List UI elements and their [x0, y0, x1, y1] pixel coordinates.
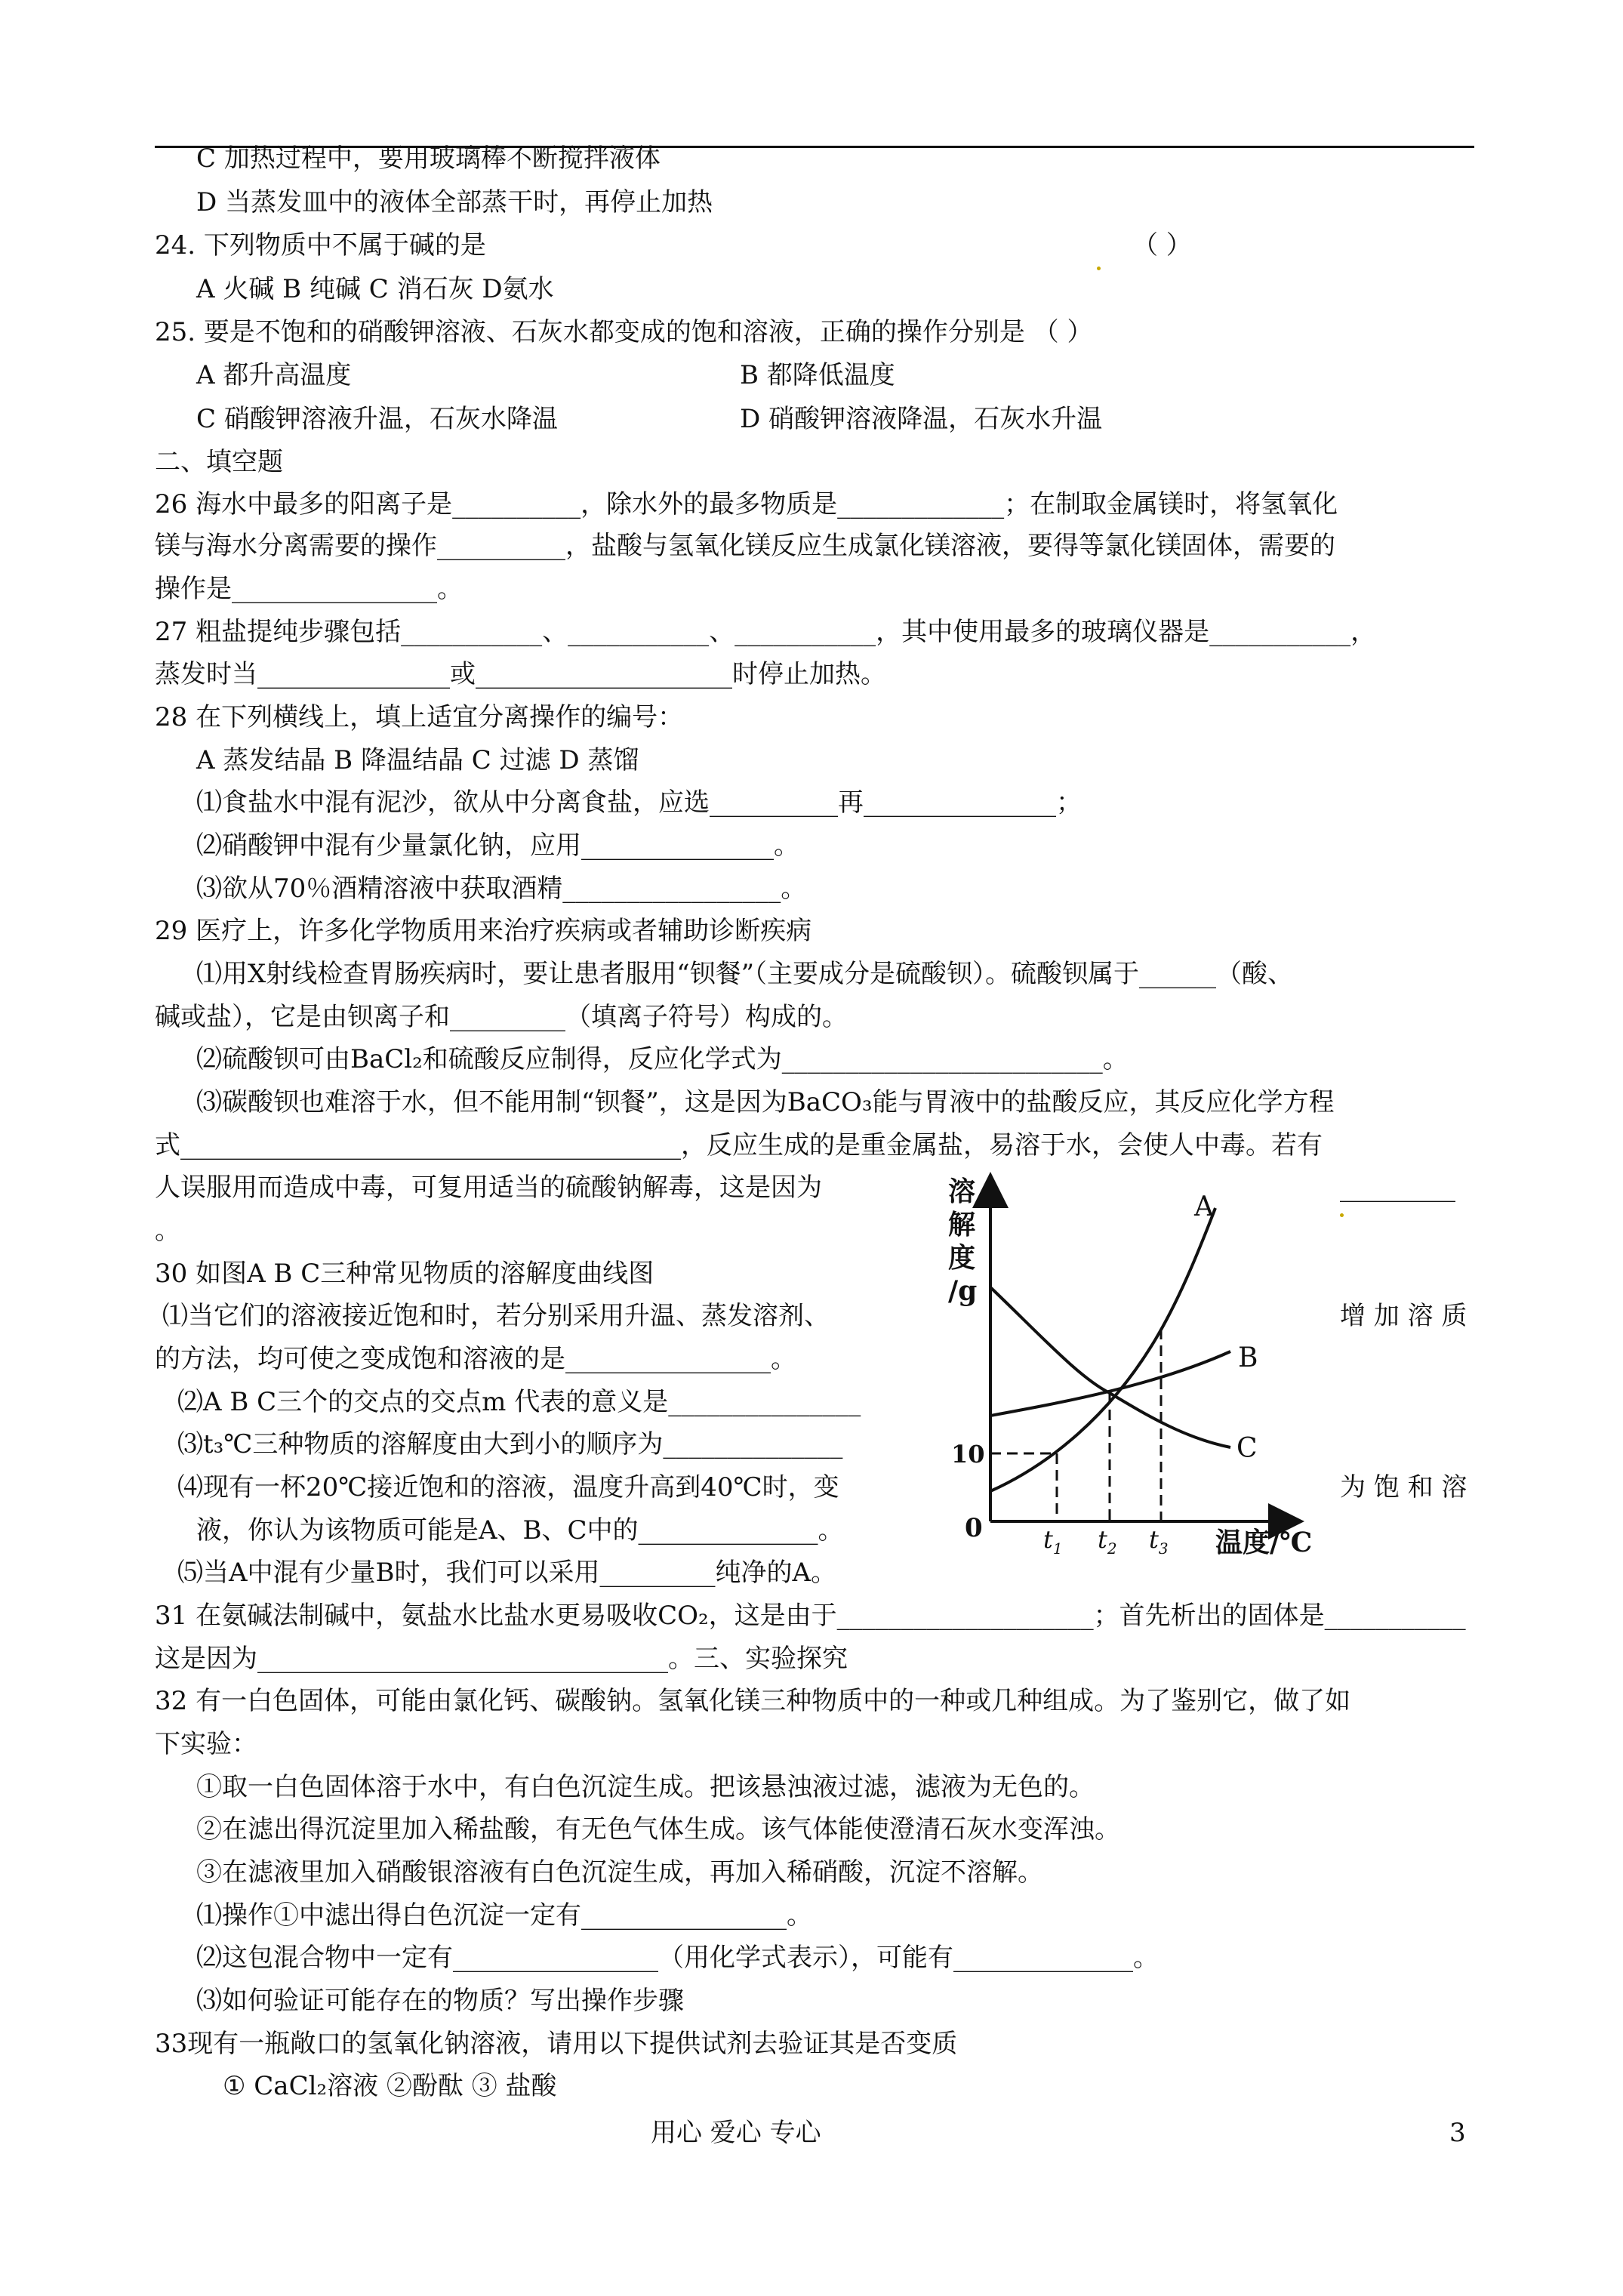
text-line: 碱或盐），它是由钡离子和_________（填离子符号）构成的。 — [155, 1002, 848, 1032]
text-line: 25. 要是不饱和的硝酸钾溶液、石灰水都变成的饱和溶液，正确的操作分别是 （ ） — [155, 317, 1093, 347]
y-tick-label: 10 — [951, 1440, 985, 1469]
text-line: ⑴用X射线检查胃肠疾病时，要让患者服用“钡餐”（主要成分是硫酸钡）。硫酸钡属于______（酸、 — [196, 959, 1293, 989]
text-line: 为 饱 和 溶 — [1340, 1472, 1467, 1502]
text-line: ②在滤出得沉淀里加入稀盐酸，有无色气体生成。该气体能使澄清石灰水变浑浊。 — [196, 1814, 1120, 1845]
text-line: ⑵A B C三个的交点的交点m 代表的意义是_______________ — [177, 1387, 861, 1417]
x-tick-label: $t_1$ — [1043, 1525, 1063, 1558]
text-line: 29 医疗上，许多化学物质用来治疗疾病或者辅助诊断疾病 — [155, 916, 812, 946]
text-line: 24. 下列物质中不属于碱的是 — [155, 230, 486, 260]
x-tick-label: $t_3$ — [1149, 1525, 1169, 1558]
text-line: ⑶碳酸钡也难溶于水，但不能用制“钡餐”，这是因为BaCO₃能与胃液中的盐酸反应，其反应化学方程 — [196, 1087, 1335, 1117]
curve-label-b: B — [1238, 1342, 1258, 1373]
text-line: ①取一白色固体溶于水中，有白色沉淀生成。把该悬浊液过滤，滤液为无色的。 — [196, 1772, 1095, 1802]
text-line: 镁与海水分离需要的操作__________，盐酸与氢氧化镁反应生成氯化镁溶液，要得等氯化镁固体，需要的 — [155, 531, 1335, 561]
text-line: ⑴食盐水中混有泥沙，欲从中分离食盐，应选__________再_______________； — [196, 787, 1082, 818]
text-line: 27 粗盐提纯步骤包括___________、___________、___________，其中使用最多的玻璃仪器是___________， — [155, 617, 1377, 647]
text-line: 人误服用而造成中毒，可复用适当的硫酸钠解毒，这是因为 — [155, 1173, 822, 1203]
text-line: ⑶如何验证可能存在的物质？写出操作步骤 — [196, 1986, 684, 2016]
text-line: 操作是________________。 — [155, 574, 463, 604]
text-line: 二、填空题 — [155, 447, 283, 477]
text-line: ⑵硫酸钡可由BaCl₂和硫酸反应制得，反应化学式为_________________________。 — [196, 1044, 1129, 1074]
curve-label-c: C — [1236, 1433, 1258, 1464]
text-line: ⑷现有一杯20℃接近饱和的溶液，温度升高到40℃时，变 — [177, 1472, 839, 1502]
text-line: 32 有一白色固体，可能由氯化钙、碳酸钠。氢氧化镁三种物质中的一种或几种组成。为了鉴别它，做了如 — [155, 1686, 1351, 1716]
text-line: 33现有一瓶敞口的氢氧化钠溶液，请用以下提供试剂去验证其是否变质 — [155, 2029, 958, 2059]
curve-a — [990, 1208, 1215, 1491]
x-tick-label: $t_2$ — [1098, 1525, 1117, 1558]
text-line: 的方法，均可使之变成饱和溶液的是________________。 — [155, 1344, 796, 1374]
text-line: ⑵硝酸钾中混有少量氯化钠，应用_______________。 — [196, 831, 799, 861]
text-line: ⑴当它们的溶液接近饱和时，若分别采用升温、蒸发溶剂、 — [162, 1301, 830, 1331]
text-line: ⑶欲从70％酒精溶液中获取酒精_________________。 — [196, 874, 807, 904]
text-line: 28 在下列横线上，填上适宜分离操作的编号： — [155, 702, 684, 732]
text-line: （ ） — [1132, 230, 1192, 260]
y-axis-label: 溶解度/g — [948, 1176, 978, 1307]
text-line: ⑴操作①中滤出得白色沉淀一定有________________。 — [196, 1900, 812, 1931]
text-line: ① CaCl₂溶液 ②酚酞 ③ 盐酸 — [223, 2071, 557, 2101]
text-line: 这是因为________________________________。三、实验探究 — [155, 1644, 848, 1674]
text-line: C 硝酸钾溶液升温，石灰水降温 — [196, 404, 558, 434]
text-line: A 火碱 B 纯碱 C 消石灰 D氨水 — [196, 274, 554, 304]
text-line: A 蒸发结晶 B 降温结晶 C 过滤 D 蒸馏 — [196, 745, 639, 775]
text-line: 3 — [1449, 2118, 1466, 2148]
curve-b — [990, 1351, 1230, 1416]
x-axis-label: 温度/℃ — [1215, 1527, 1313, 1558]
text-line: D 硝酸钾溶液降温，石灰水升温 — [740, 404, 1103, 434]
text-line: 用心 爱心 专心 — [651, 2118, 821, 2148]
text-line: 31 在氨碱法制碱中，氨盐水比盐水更易吸收CO₂，这是由于____________________；首先析出的固体是___________ — [155, 1601, 1466, 1631]
text-line: ⑸当A中混有少量B时，我们可以采用_________纯净的A。 — [177, 1558, 837, 1588]
solubility-graph — [929, 1166, 1351, 1589]
text-line: 26 海水中最多的阳离子是__________，除水外的最多物质是_____________；在制取金属镁时，将氢氧化 — [155, 489, 1338, 519]
text-line: 。 — [155, 1216, 180, 1246]
text-line: 增 加 溶 质 — [1340, 1301, 1467, 1331]
text-line: A 都升高温度 — [196, 360, 352, 390]
text-line: ③在滤液里加入硝酸银溶液有白色沉淀生成，再加入稀硝酸，沉淀不溶解。 — [196, 1857, 1043, 1888]
text-line: 下实验： — [155, 1729, 257, 1759]
text-line: 式_______________________________________，反应生成的是重金属盐，易溶于水，会使人中毒。若有 — [155, 1130, 1323, 1160]
text-line: ⑵这包混合物中一定有________________（用化学式表示），可能有______________。 — [196, 1943, 1159, 1973]
curve-label-a: A — [1194, 1191, 1214, 1222]
stray-dot — [1097, 267, 1101, 270]
text-line: B 都降低温度 — [740, 360, 895, 390]
text-line: 蒸发时当_______________或____________________时停止加热。 — [155, 659, 886, 689]
text-line: _________ — [1340, 1173, 1455, 1203]
text-line: 液，你认为该物质可能是A、B、C中的______________。 — [196, 1515, 844, 1546]
text-line: 30 如图A B C三种常见物质的溶解度曲线图 — [155, 1259, 654, 1289]
text-line: ⑶t₃℃三种物质的溶解度由大到小的顺序为______________ — [177, 1429, 843, 1459]
text-line: C 加热过程中，要用玻璃棒不断搅拌液体 — [196, 143, 661, 174]
origin-label: 0 — [965, 1513, 983, 1543]
text-line: D 当蒸发皿中的液体全部蒸干时，再停止加热 — [196, 187, 713, 217]
